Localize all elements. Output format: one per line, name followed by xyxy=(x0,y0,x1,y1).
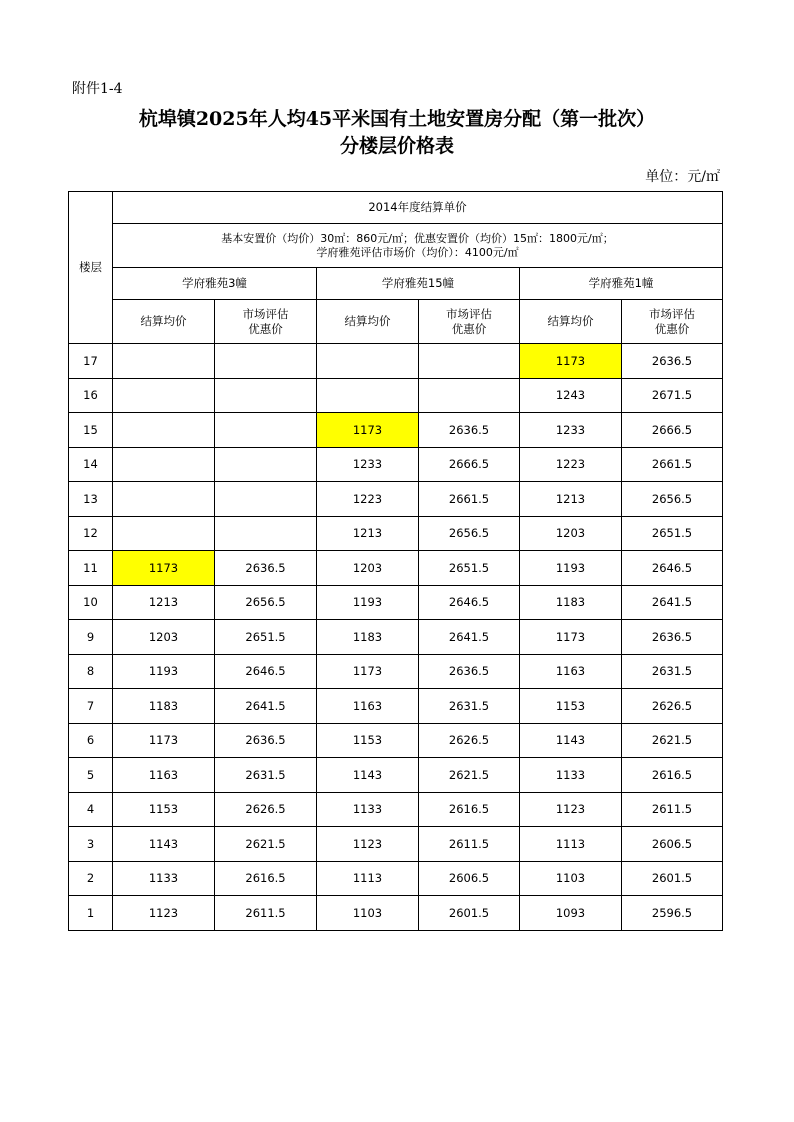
price-cell: 1193 xyxy=(317,585,419,620)
price-cell: 2641.5 xyxy=(215,689,317,724)
price-cell: 2656.5 xyxy=(419,516,520,551)
price-cell: 1183 xyxy=(317,620,419,655)
floor-cell: 5 xyxy=(69,758,113,793)
price-cell: 2651.5 xyxy=(215,620,317,655)
price-cell: 2646.5 xyxy=(419,585,520,620)
price-cell xyxy=(215,516,317,551)
price-cell: 2651.5 xyxy=(419,551,520,586)
building-header: 学府雅苑15幢 xyxy=(317,268,520,300)
price-cell xyxy=(113,413,215,448)
price-cell: 2626.5 xyxy=(215,792,317,827)
floor-cell: 16 xyxy=(69,378,113,413)
building-header: 学府雅苑3幢 xyxy=(113,268,317,300)
price-cell: 2666.5 xyxy=(622,413,723,448)
price-cell: 1193 xyxy=(113,654,215,689)
settle-price-header: 结算均价 xyxy=(113,300,215,344)
price-cell: 1243 xyxy=(520,378,622,413)
price-cell-highlighted: 1173 xyxy=(520,344,622,379)
price-cell: 1203 xyxy=(113,620,215,655)
price-cell: 2626.5 xyxy=(419,723,520,758)
price-cell: 1223 xyxy=(317,482,419,517)
price-cell: 2636.5 xyxy=(215,551,317,586)
price-cell: 2611.5 xyxy=(622,792,723,827)
price-cell: 1203 xyxy=(520,516,622,551)
price-cell: 1213 xyxy=(113,585,215,620)
price-cell xyxy=(215,447,317,482)
price-cell: 1233 xyxy=(520,413,622,448)
floor-cell: 1 xyxy=(69,896,113,931)
price-cell xyxy=(215,413,317,448)
price-cell: 1153 xyxy=(113,792,215,827)
price-cell: 2621.5 xyxy=(215,827,317,862)
market-price-header-l1: 市场评估 xyxy=(242,307,289,322)
table-row xyxy=(69,689,723,724)
price-cell: 2631.5 xyxy=(419,689,520,724)
price-cell: 1213 xyxy=(520,482,622,517)
market-price-header xyxy=(419,300,520,344)
floor-cell: 15 xyxy=(69,413,113,448)
price-cell: 2646.5 xyxy=(215,654,317,689)
price-cell: 2636.5 xyxy=(419,413,520,448)
table-row xyxy=(69,585,723,620)
market-price-header xyxy=(215,300,317,344)
price-cell: 2636.5 xyxy=(215,723,317,758)
price-cell: 1163 xyxy=(113,758,215,793)
price-cell xyxy=(113,516,215,551)
settle-price-header: 结算均价 xyxy=(520,300,622,344)
table-row xyxy=(69,620,723,655)
floor-header: 楼层 xyxy=(69,192,113,344)
unit-label: 单位：元/㎡ xyxy=(645,169,720,185)
price-cell: 1173 xyxy=(317,654,419,689)
floor-cell: 6 xyxy=(69,723,113,758)
price-cell: 2641.5 xyxy=(622,585,723,620)
price-cell: 1113 xyxy=(317,861,419,896)
price-cell-highlighted: 1173 xyxy=(113,551,215,586)
price-cell: 1133 xyxy=(113,861,215,896)
floor-cell: 8 xyxy=(69,654,113,689)
table-row xyxy=(69,758,723,793)
table-row xyxy=(69,447,723,482)
price-cell: 1153 xyxy=(317,723,419,758)
table-row xyxy=(69,551,723,586)
price-cell: 2621.5 xyxy=(622,723,723,758)
price-cell: 1213 xyxy=(317,516,419,551)
floor-cell: 11 xyxy=(69,551,113,586)
price-cell: 2606.5 xyxy=(419,861,520,896)
price-cell xyxy=(419,378,520,413)
price-cell: 2611.5 xyxy=(215,896,317,931)
price-cell: 2651.5 xyxy=(622,516,723,551)
price-cell: 2661.5 xyxy=(622,447,723,482)
table-row xyxy=(69,827,723,862)
price-cell: 1173 xyxy=(520,620,622,655)
price-note xyxy=(113,224,723,268)
price-cell: 2616.5 xyxy=(419,792,520,827)
page-subtitle: 分楼层价格表 xyxy=(339,135,454,157)
market-price-header-l2: 优惠价 xyxy=(451,321,487,336)
price-cell: 1203 xyxy=(317,551,419,586)
price-cell: 2596.5 xyxy=(622,896,723,931)
price-cell-highlighted: 1173 xyxy=(317,413,419,448)
price-cell: 2616.5 xyxy=(622,758,723,793)
price-cell xyxy=(113,344,215,379)
market-price-header-l1: 市场评估 xyxy=(446,307,492,322)
price-cell: 1163 xyxy=(520,654,622,689)
price-cell xyxy=(215,482,317,517)
market-price-header xyxy=(622,300,723,344)
floor-cell: 9 xyxy=(69,620,113,655)
table-row xyxy=(69,516,723,551)
price-cell xyxy=(215,378,317,413)
price-cell xyxy=(113,482,215,517)
attachment-label: 附件1-4 xyxy=(72,81,123,97)
floor-cell: 12 xyxy=(69,516,113,551)
market-price-header-l2: 优惠价 xyxy=(248,321,283,336)
price-cell: 1133 xyxy=(317,792,419,827)
price-cell: 1173 xyxy=(113,723,215,758)
table-row xyxy=(69,792,723,827)
building-header: 学府雅苑1幢 xyxy=(520,268,723,300)
table-row xyxy=(69,723,723,758)
price-cell: 1223 xyxy=(520,447,622,482)
price-cell: 2661.5 xyxy=(419,482,520,517)
price-cell: 1093 xyxy=(520,896,622,931)
price-cell: 2606.5 xyxy=(622,827,723,862)
price-cell: 2641.5 xyxy=(419,620,520,655)
price-cell: 1103 xyxy=(317,896,419,931)
price-cell: 2646.5 xyxy=(622,551,723,586)
price-cell: 2636.5 xyxy=(622,620,723,655)
price-cell: 1123 xyxy=(113,896,215,931)
price-cell xyxy=(215,344,317,379)
table-row xyxy=(69,344,723,379)
price-cell: 2631.5 xyxy=(215,758,317,793)
table-row xyxy=(69,482,723,517)
price-cell: 2626.5 xyxy=(622,689,723,724)
settle-price-header: 结算均价 xyxy=(317,300,419,344)
price-cell: 1123 xyxy=(317,827,419,862)
floor-cell: 17 xyxy=(69,344,113,379)
floor-cell: 14 xyxy=(69,447,113,482)
market-price-header-l2: 优惠价 xyxy=(654,321,690,336)
price-cell: 1183 xyxy=(113,689,215,724)
price-cell: 1143 xyxy=(317,758,419,793)
table-row xyxy=(69,896,723,931)
price-cell: 1153 xyxy=(520,689,622,724)
price-cell: 1183 xyxy=(520,585,622,620)
table-row xyxy=(69,378,723,413)
price-cell: 1233 xyxy=(317,447,419,482)
price-cell: 1103 xyxy=(520,861,622,896)
price-cell xyxy=(317,344,419,379)
price-cell: 1193 xyxy=(520,551,622,586)
price-cell: 2621.5 xyxy=(419,758,520,793)
price-cell: 2601.5 xyxy=(419,896,520,931)
price-cell: 1113 xyxy=(520,827,622,862)
price-cell: 1133 xyxy=(520,758,622,793)
floor-cell: 3 xyxy=(69,827,113,862)
price-cell: 2636.5 xyxy=(622,344,723,379)
floor-cell: 2 xyxy=(69,861,113,896)
price-note-line2: 学府雅苑评估市场价（均价）：4100元/㎡ xyxy=(316,245,519,259)
price-cell: 1123 xyxy=(520,792,622,827)
price-cell xyxy=(419,344,520,379)
table-row xyxy=(69,861,723,896)
price-cell: 2636.5 xyxy=(419,654,520,689)
floor-cell: 7 xyxy=(69,689,113,724)
table-row xyxy=(69,654,723,689)
price-cell: 2656.5 xyxy=(215,585,317,620)
price-cell: 1163 xyxy=(317,689,419,724)
year-header: 2014年度结算单价 xyxy=(113,192,723,224)
price-table xyxy=(68,191,723,931)
price-cell: 2611.5 xyxy=(419,827,520,862)
price-cell: 2671.5 xyxy=(622,378,723,413)
price-cell: 1143 xyxy=(113,827,215,862)
price-cell: 1143 xyxy=(520,723,622,758)
price-cell: 2666.5 xyxy=(419,447,520,482)
market-price-header-l1: 市场评估 xyxy=(649,307,695,322)
floor-cell: 4 xyxy=(69,792,113,827)
table-row xyxy=(69,413,723,448)
price-cell: 2656.5 xyxy=(622,482,723,517)
price-cell: 2631.5 xyxy=(622,654,723,689)
price-cell xyxy=(317,378,419,413)
floor-cell: 13 xyxy=(69,482,113,517)
page-title: 杭埠镇2025年人均45平米国有土地安置房分配（第一批次） xyxy=(138,108,656,130)
price-cell: 2616.5 xyxy=(215,861,317,896)
price-cell: 2601.5 xyxy=(622,861,723,896)
price-note-line1: 基本安置价（均价）30㎡：860元/㎡；优惠安置价（均价）15㎡：1800元/㎡； xyxy=(221,231,614,245)
price-cell xyxy=(113,378,215,413)
price-cell xyxy=(113,447,215,482)
floor-cell: 10 xyxy=(69,585,113,620)
